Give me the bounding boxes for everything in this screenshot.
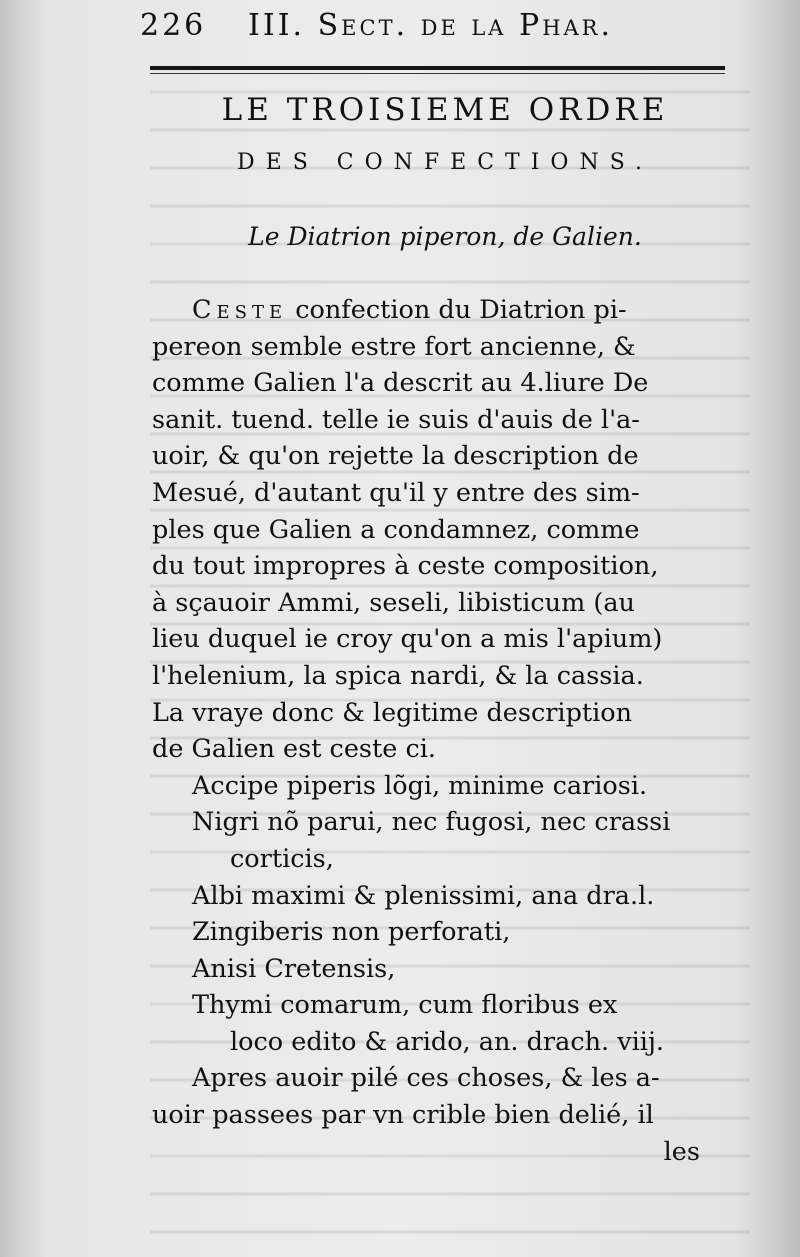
drop-word: Ceste <box>192 295 288 325</box>
recipe-line: corticis, <box>230 843 334 874</box>
recipe-line: Anisi Cretensis, <box>192 953 396 984</box>
body-line: ples que Galien a condamnez, comme <box>152 514 640 545</box>
body-line: Mesué, d'autant qu'il y entre des sim- <box>152 477 640 508</box>
body-text <box>152 292 752 1170</box>
recipe-subtitle: Le Diatrion piperon, de Galien. <box>248 222 642 251</box>
section-title-line2: DES CONFECTIONS. <box>237 150 653 175</box>
recipe-line: Zingiberis non perforati, <box>192 917 511 948</box>
catchword: les <box>663 1136 700 1167</box>
body-line: lieu duquel ie croy qu'on a mis l'apium) <box>152 624 663 655</box>
header-rule-thin <box>150 73 725 74</box>
body-line: Ceste confection du Diatrion pi- <box>192 295 627 325</box>
running-header <box>140 8 760 44</box>
body-line: uoir passees par vn crible bien delié, il <box>152 1100 654 1131</box>
body-line: du tout impropres à ceste composition, <box>152 551 659 582</box>
recipe-line: Accipe piperis lõgi, minime cariosi. <box>192 770 648 801</box>
recipe-line: loco edito & arido, an. drach. viij. <box>230 1026 664 1057</box>
body-line: pereon semble estre fort ancienne, & <box>152 331 636 362</box>
page-number: 226 <box>140 8 207 43</box>
recipe-line: Thymi comarum, cum floribus ex <box>192 990 618 1021</box>
section-title-line1: LE TROISIEME ORDRE <box>221 92 669 128</box>
body-line: à sçauoir Ammi, seseli, libisticum (au <box>152 587 635 618</box>
body-line: uoir, & qu'on rejette la description de <box>152 441 639 472</box>
recipe-line: Nigri nõ parui, nec fugosi, nec crassi <box>192 807 671 838</box>
body-line: de Galien est ceste ci. <box>152 734 436 765</box>
body-line: comme Galien l'a descrit au 4.liure De <box>152 368 649 399</box>
body-line: La vraye donc & legitime description <box>152 697 633 728</box>
body-line: sanit. tuend. telle ie suis d'auis de l'a- <box>152 404 640 435</box>
body-line: l'helenium, la spica nardi, & la cassia. <box>152 660 644 691</box>
running-head-title: III. Sect. de la Phar. <box>248 8 614 43</box>
body-line: Apres auoir pilé ces choses, & les a- <box>192 1063 660 1094</box>
header-rule <box>150 66 725 70</box>
recipe-line: Albi maximi & plenissimi, ana dra.l. <box>192 880 655 911</box>
